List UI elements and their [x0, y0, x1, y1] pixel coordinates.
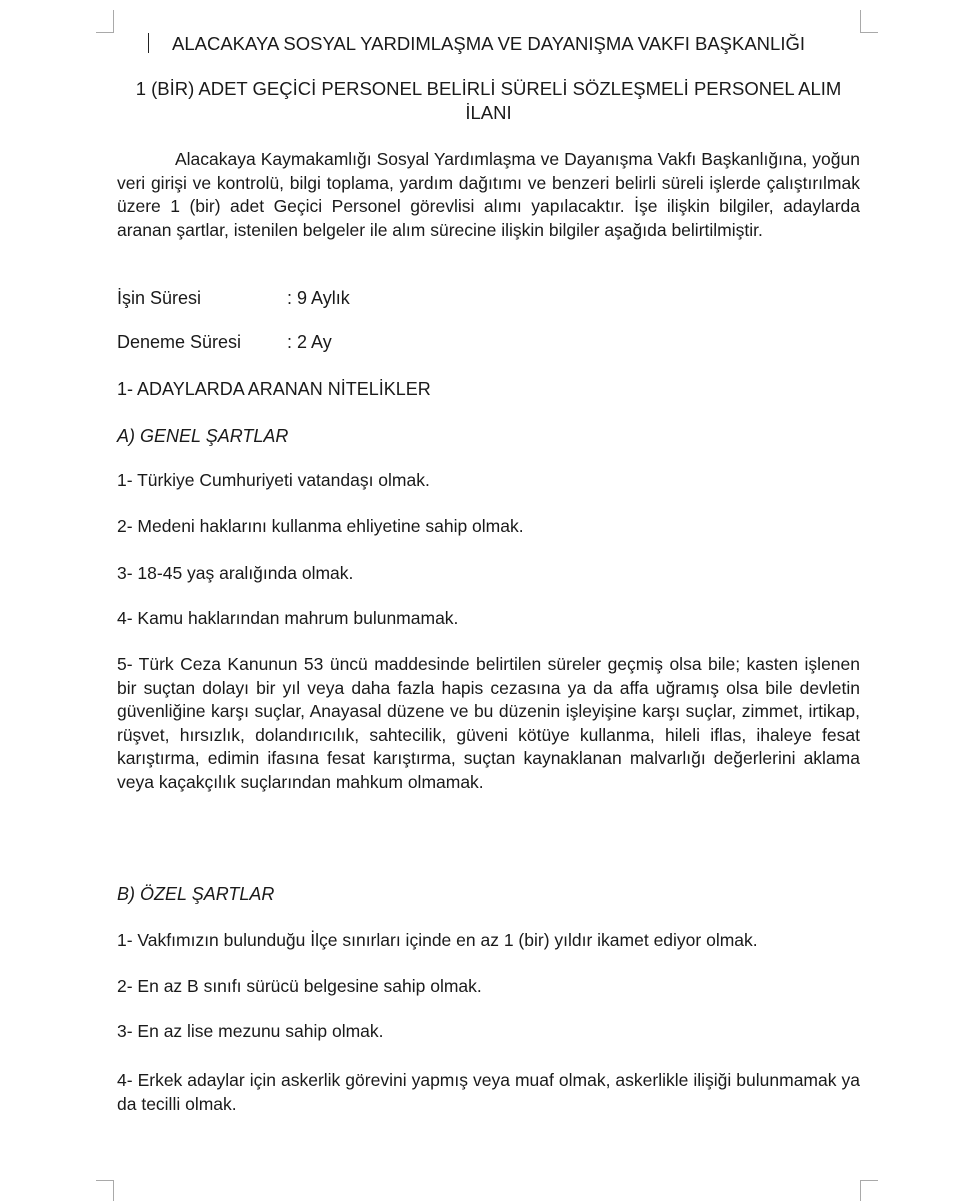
general-item[interactable]: 3- 18-45 yaş aralığında olmak.: [117, 563, 354, 583]
corner-mark-top-right: [860, 10, 878, 33]
general-item[interactable]: 1- Türkiye Cumhuriyeti vatandaşı olmak.: [117, 470, 430, 490]
title-line-3[interactable]: İLANI: [465, 102, 512, 123]
corner-mark-top-left: [96, 10, 114, 33]
special-item[interactable]: 3- En az lise mezunu sahip olmak.: [117, 1021, 384, 1041]
term-value: : 9 Aylık: [287, 288, 350, 308]
special-item[interactable]: 4- Erkek adaylar için askerlik görevini yapmış veya muaf olmak, askerlikle ilişiği bulunmamak ya da tecilli olmak.: [117, 1070, 860, 1114]
general-item[interactable]: 4- Kamu haklarından mahrum bulunmamak.: [117, 608, 459, 628]
intro-paragraph[interactable]: Alacakaya Kaymakamlığı Sosyal Yardımlaşma ve Dayanışma Vakfı Başkanlığına, yoğun veri girişi ve kontrolü, bilgi toplama, yardım dağıtımı ve benzeri belirli süreli işlerde çalıştırılmak üzere 1 (bir) adet Geçici Personel görevlisi alımı yapılacaktır. İşe ilişkin bilgiler, adaylarda aranan şartlar, istenilen belgeler ile alım sürecine ilişkin bilgiler aşağıda belirtilmiştir.: [117, 149, 860, 240]
special-item[interactable]: 2- En az B sınıfı sürücü belgesine sahip olmak.: [117, 976, 482, 996]
corner-mark-bottom-left: [96, 1180, 114, 1201]
title-line-1[interactable]: ALACAKAYA SOSYAL YARDIMLAŞMA VE DAYANIŞMA VAKFI BAŞKANLIĞI: [172, 33, 805, 54]
corner-mark-bottom-right: [860, 1180, 878, 1201]
general-item[interactable]: 2- Medeni haklarını kullanma ehliyetine sahip olmak.: [117, 516, 524, 536]
term-label: İşin Süresi: [117, 288, 202, 308]
term-value: : 2 Ay: [287, 332, 332, 352]
term-row-duration[interactable]: [117, 286, 350, 310]
title-line-2[interactable]: 1 (BİR) ADET GEÇİCİ PERSONEL BELİRLİ SÜRELİ SÖZLEŞMELİ PERSONEL ALIM: [135, 78, 842, 99]
term-label: Deneme Süresi: [117, 332, 242, 352]
general-item[interactable]: 5- Türk Ceza Kanunun 53 üncü maddesinde belirtilen süreler geçmiş olsa bile; kasten işlenen bir suçtan dolayı bir yıl veya daha fazla hapis cezasına ya da affa uğramış olsa bile devletin güvenliğine karşı suçlar, Anayasal düzene ve bu düzenin işleyişine karşı suçlar, zimmet, irtikap, rüşvet, hırsızlık, dolandırıcılık, sahtecilik, güveni kötüye kullanma, hileli iflas, ihaleye fesat karıştırma, edimin ifasına fesat karıştırma, suçtan kaynaklanan malvarlığı değerlerini aklama veya kaçakçılık suçlarından mahkum olmamak.: [117, 654, 860, 792]
term-row-trial[interactable]: [117, 330, 332, 354]
qualifications-heading[interactable]: 1- ADAYLARDA ARANAN NİTELİKLER: [117, 379, 431, 399]
special-conditions-heading[interactable]: B) ÖZEL ŞARTLAR: [117, 884, 275, 904]
general-conditions-heading[interactable]: A) GENEL ŞARTLAR: [117, 426, 289, 446]
special-item[interactable]: 1- Vakfımızın bulunduğu İlçe sınırları içinde en az 1 (bir) yıldır ikamet ediyor olmak.: [117, 930, 758, 950]
